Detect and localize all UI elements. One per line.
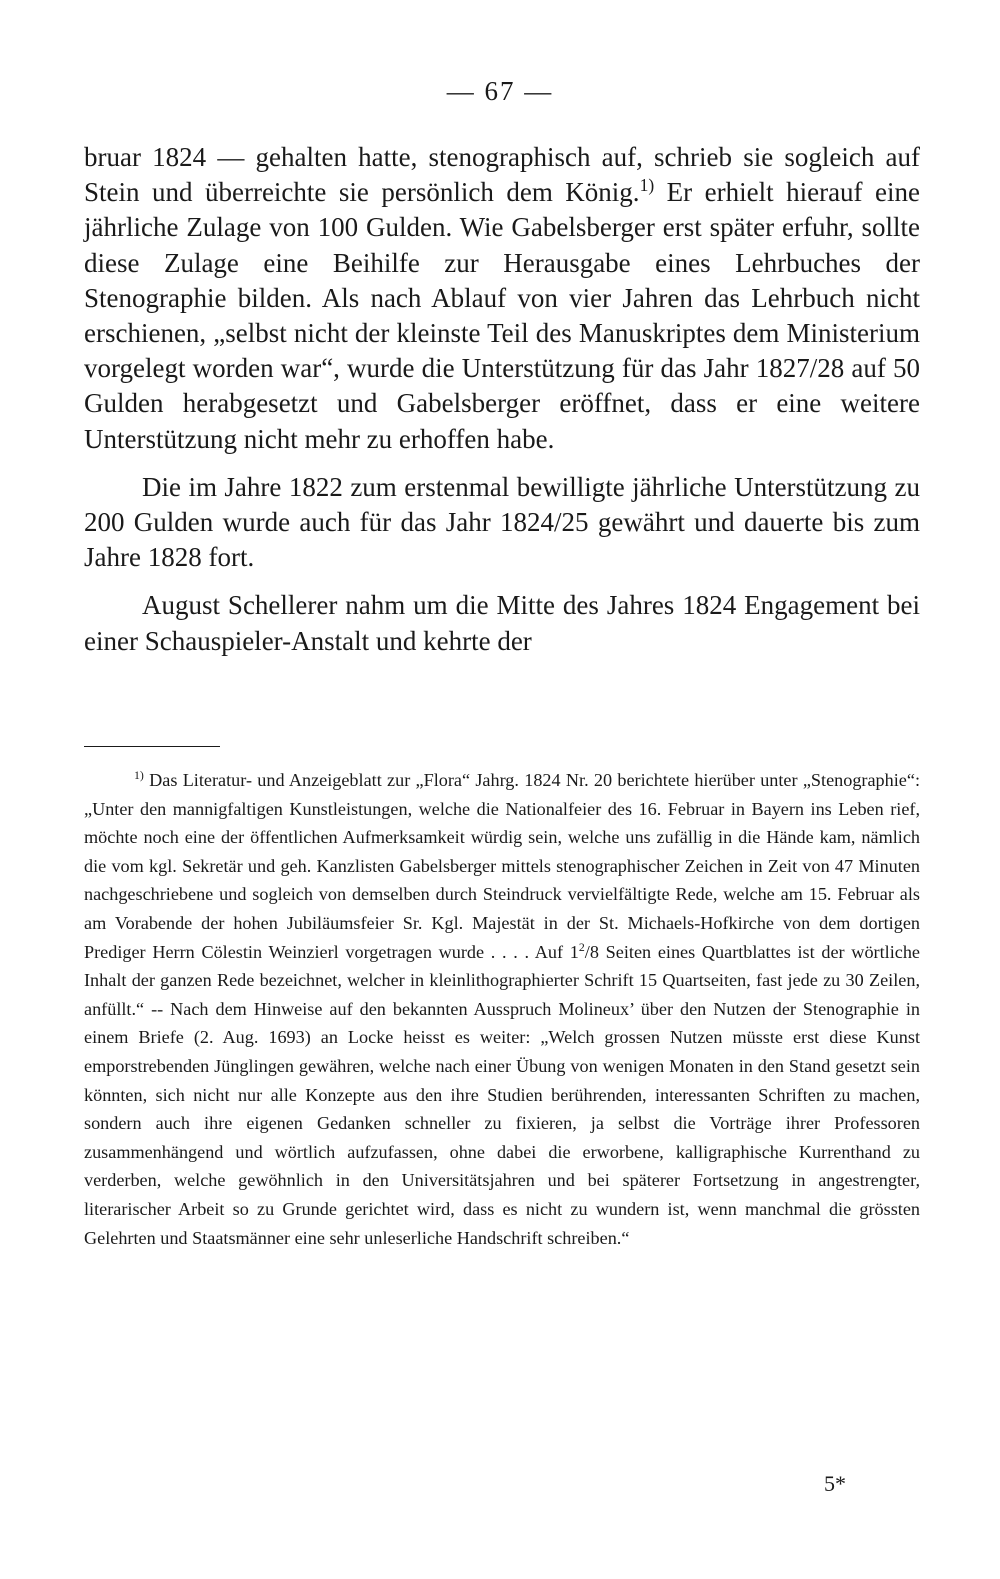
page-number: — 67 —: [446, 76, 554, 106]
footnote-marker: 1): [134, 767, 144, 782]
footnote-reference: 1): [639, 175, 655, 196]
footnote-text: [84, 766, 920, 1252]
footnote-divider: [84, 746, 220, 747]
paragraph-3: August Schellerer nahm um die Mitte des Jahres 1824 Engagement bei einer Schauspieler-Anstalt und kehrte der: [84, 590, 920, 656]
signature-mark: 5*: [824, 1471, 846, 1496]
fraction-denominator: /8: [584, 941, 599, 962]
paragraph-1-text-b: Er erhielt hierauf eine jährliche Zulage von 100 Gulden. Wie Gabelsberger erst später erfuhr, sollte diese Zulage eine Beihilfe zur Herausgabe eines Lehrbuches der Stenographie bilden. Als nach Ablauf von vier Jahren das Lehrbuch nicht erschienen, „selbst nicht der kleinste Teil des Manuskriptes dem Ministerium vorgelegt worden war“, wurde die Unterstützung für das Jahr 1827/28 auf 50 Gulden herabgesetzt und Gabelsberger eröffnet, dass er eine weitere Unterstützung nicht mehr zu erhoffen habe.: [84, 177, 920, 454]
footnote-text-part2: Seiten eines Quartblattes ist der wörtliche Inhalt der ganzen Rede bezeichnet, welcher in kleinlithographierter Schrift 15 Quartseiten, fast jede zu 30 Zeilen, anfüllt.“ -- Nach dem Hinweise auf den bekannten Ausspruch Molineux’ über den Nutzen der Stenographie in einem Briefe (2. Aug. 1693) an Locke heisst es weiter: „Welch grossen Nutzen müsste erst diese Kunst emporstrebenden Jünglingen gewähren, welche nach einer Übung von wenigen Monaten in den Stand gesetzt sein könnten, sich nicht nur alle Konzepte aus den ihre Studien berührenden, interessanten Schriften zu machen, sondern auch ihre eigenen Gedanken schneller zu fixieren, ja selbst die Vorträge ihrer Professoren zusammenhängend und wörtlich aufzufassen, ohne dabei die erworbene, kalligraphische Kurrenthand zu verderben, welche gewöhnlich in den Universitätsjahren und bei späterer Fortsetzung in angestrengter, literarischer Arbeit so zu Grunde gerichtet wird, dass es nicht zu wundern ist, wenn manchmal die grössten Gelehrten und Staatsmänner eine sehr unleserliche Handschrift schreiben.“: [84, 941, 920, 1248]
paragraph-2: Die im Jahre 1822 zum erstenmal bewilligte jährliche Unterstützung zu 200 Gulden wurde auch für das Jahr 1824/25 gewährt und dauerte bis zum Jahre 1828 fort.: [84, 471, 920, 573]
footnote: [84, 766, 920, 1252]
paragraph-1-text-a: bruar 1824 — gehalten hatte, stenographisch auf, schrieb sie sogleich auf Stein und überreichte sie persönlich dem König.: [84, 142, 920, 208]
footnote-text-part1: Das Literatur- und Anzeigeblatt zur „Flora“ Jahrg. 1824 Nr. 20 berichtete hierüber unter „Stenographie“: „Unter den mannigfaltigen Kunstleistungen, welche die Nationalfeier des 16. Februar in Bayern ins Leben rief, möchte noch eine der öffentlichen Aufmerksamkeit würdig sein, welche uns zufällig in die Hände kam, nämlich die vom kgl. Sekretär und geh. Kanzlisten Gabelsberger mittels stenographischer Zeichen in Zeit von 47 Minuten nachgeschriebene und sogleich von demselben durch Steindruck vervielfältigte Rede, welche am 15. Februar als am Vorabende der hohen Jubiläumsfeier Sr. Kgl. Majestät in der St. Michaels-Hofkirche von dem dortigen Prediger Herrn Cölestin Weinzierl vorgetragen wurde . . . . Auf 1: [84, 770, 920, 962]
paragraph-1: [84, 140, 920, 457]
main-text: [84, 140, 920, 659]
fraction-numerator: 2: [578, 939, 585, 954]
